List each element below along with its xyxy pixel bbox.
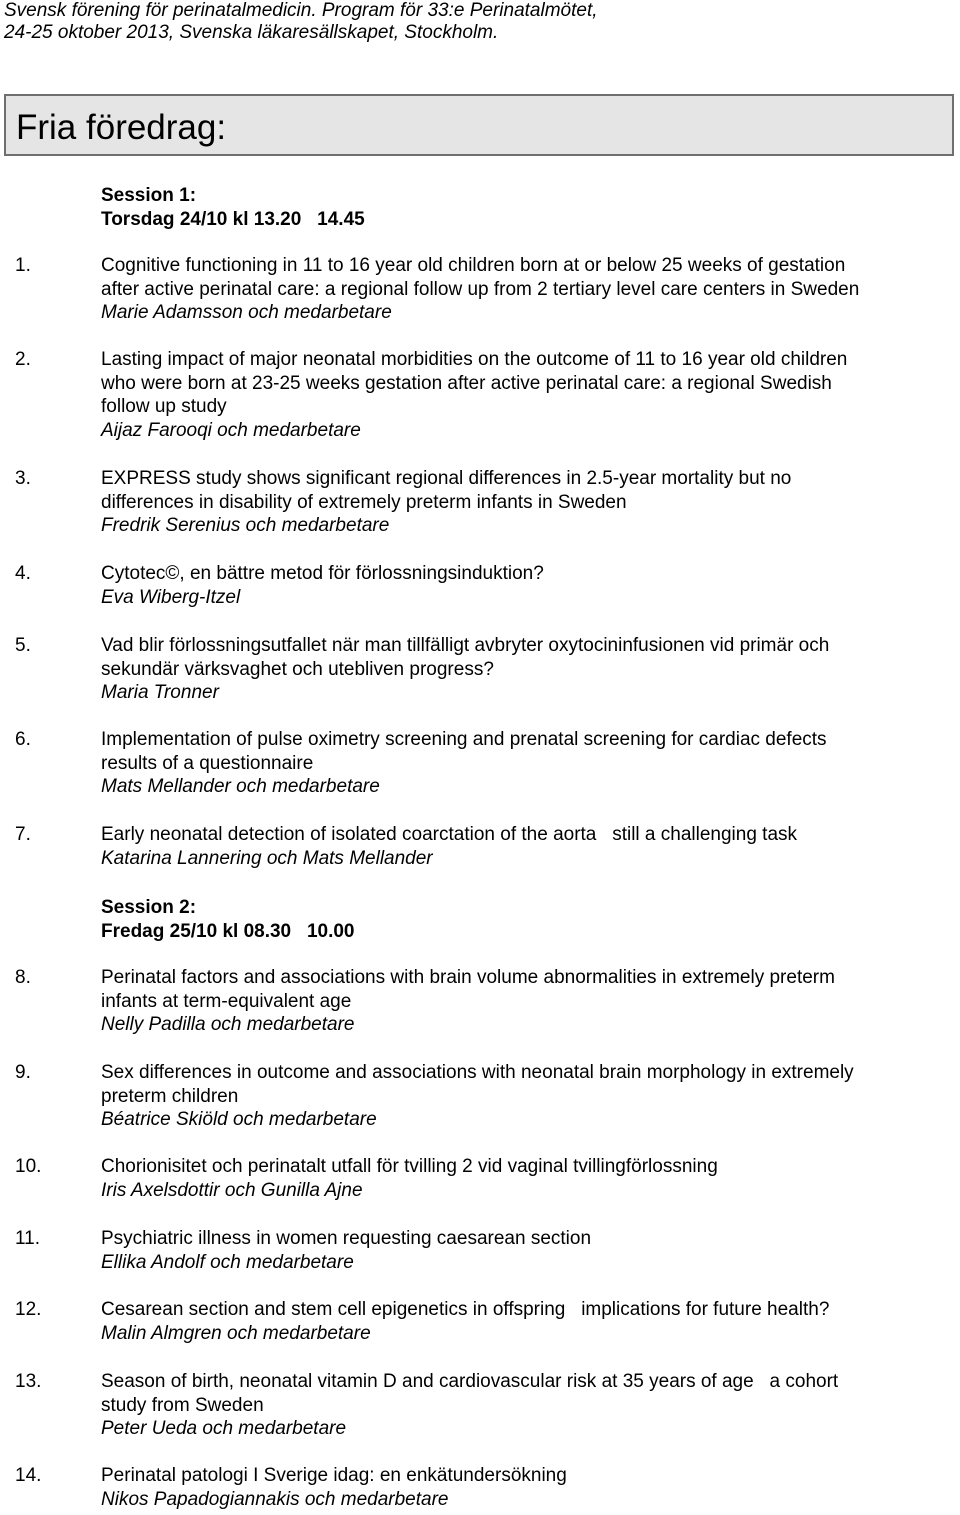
item-body xyxy=(101,562,951,609)
session-2-time: Fredag 25/10 kl 08.30 10.00 xyxy=(101,921,355,942)
item-title-line: after active perinatal care: a regional follow up from 2 tertiary level care centers in Sweden xyxy=(101,278,860,300)
item-author: Nelly Padilla och medarbetare xyxy=(101,1014,355,1035)
item-title-line: Sex differences in outcome and associations with neonatal brain morphology in extremely xyxy=(101,1062,854,1083)
item-number: 4. xyxy=(15,563,31,584)
item-title-line: EXPRESS study shows significant regional differences in 2.5-year mortality but no xyxy=(101,468,792,489)
item-title-line: differences in disability of extremely preterm infants in Sweden xyxy=(101,491,627,513)
item-body xyxy=(101,728,951,799)
session-1-label: Session 1: xyxy=(101,185,197,206)
item-title-line: Perinatal patologi I Sverige idag: en enkätundersökning xyxy=(101,1465,567,1486)
item-body xyxy=(101,966,951,1037)
item-title-line: Cesarean section and stem cell epigenetics in offspring implications for future health? xyxy=(101,1299,830,1320)
item-title-line: Perinatal factors and associations with brain volume abnormalities in extremely preterm xyxy=(101,967,835,988)
item-title-line: Early neonatal detection of isolated coarctation of the aorta still a challenging task xyxy=(101,824,798,845)
item-body xyxy=(101,467,951,538)
item-author: Mats Mellander och medarbetare xyxy=(101,776,380,797)
item-author: Katarina Lannering och Mats Mellander xyxy=(101,847,433,869)
item-author: Eva Wiberg-Itzel xyxy=(101,586,241,608)
item-title-line: sekundär värksvaghet och utebliven progress? xyxy=(101,658,494,680)
item-body xyxy=(101,634,951,705)
item-title-line: follow up study xyxy=(101,396,227,417)
item-author: Béatrice Skiöld och medarbetare xyxy=(101,1109,377,1130)
item-body xyxy=(101,348,951,442)
item-number: 3. xyxy=(15,468,31,489)
item-author: Iris Axelsdottir och Gunilla Ajne xyxy=(101,1179,363,1201)
item-body xyxy=(101,823,951,870)
section-title-box xyxy=(4,94,954,156)
header-line-2: 24-25 oktober 2013, Svenska läkaresällskapet, Stockholm. xyxy=(4,22,499,43)
item-author: Peter Ueda och medarbetare xyxy=(101,1418,347,1439)
item-author: Fredrik Serenius och medarbetare xyxy=(101,515,390,536)
item-title-line: study from Sweden xyxy=(101,1394,264,1416)
item-title-line: who were born at 23-25 weeks gestation after active perinatal care: a regional Swedish xyxy=(101,372,832,394)
item-author: Ellika Andolf och medarbetare xyxy=(101,1251,354,1273)
item-number: 2. xyxy=(15,349,31,370)
item-title-line: Chorionisitet och perinatalt utfall för tvilling 2 vid vaginal tvillingförlossning xyxy=(101,1156,718,1177)
item-author: Aijaz Farooqi och medarbetare xyxy=(101,419,361,441)
header-line-1: Svensk förening för perinatalmedicin. Program för 33:e Perinatalmötet, xyxy=(4,0,598,21)
item-title-line: Cognitive functioning in 11 to 16 year old children born at or below 25 weeks of gestation xyxy=(101,255,846,276)
item-title-line: Cytotec©, en bättre metod för förlossningsinduktion? xyxy=(101,563,544,584)
item-title-line: Implementation of pulse oximetry screening and prenatal screening for cardiac defects xyxy=(101,729,838,750)
item-author: Malin Almgren och medarbetare xyxy=(101,1322,371,1344)
item-body xyxy=(101,1370,951,1441)
item-number: 7. xyxy=(15,824,31,845)
item-title-line: preterm children xyxy=(101,1085,239,1107)
section-title: Fria föredrag: xyxy=(16,108,227,147)
item-number: 12. xyxy=(15,1299,42,1320)
item-body xyxy=(101,1298,951,1345)
item-number: 8. xyxy=(15,967,31,988)
item-body xyxy=(101,1227,951,1274)
item-title-line: results of a questionnaire xyxy=(101,752,314,774)
item-author: Marie Adamsson och medarbetare xyxy=(101,302,392,323)
item-number: 14. xyxy=(15,1465,42,1486)
item-number: 5. xyxy=(15,635,31,656)
item-body xyxy=(101,1464,951,1511)
item-number: 13. xyxy=(15,1371,42,1392)
item-number: 10. xyxy=(15,1156,42,1177)
item-title-line: Lasting impact of major neonatal morbidities on the outcome of 11 to 16 year old children xyxy=(101,349,848,370)
item-author: Nikos Papadogiannakis och medarbetare xyxy=(101,1488,449,1510)
item-title-line: Psychiatric illness in women requesting caesarean section xyxy=(101,1228,592,1249)
item-title-line: Vad blir förlossningsutfallet när man tillfälligt avbryter oxytocininfusionen vid primär och xyxy=(101,635,830,656)
item-number: 1. xyxy=(15,255,31,276)
item-number: 11. xyxy=(15,1228,41,1249)
item-number: 9. xyxy=(15,1062,31,1083)
session-2-label: Session 2: xyxy=(101,897,197,918)
item-body xyxy=(101,1061,951,1132)
item-title-line: infants at term-equivalent age xyxy=(101,990,352,1012)
item-number: 6. xyxy=(15,729,31,750)
item-title-line: Season of birth, neonatal vitamin D and cardiovascular risk at 35 years of age a cohort xyxy=(101,1371,839,1392)
item-author: Maria Tronner xyxy=(101,682,219,703)
item-body xyxy=(101,254,951,325)
item-body xyxy=(101,1155,951,1202)
session-1-time: Torsdag 24/10 kl 13.20 14.45 xyxy=(101,209,365,230)
